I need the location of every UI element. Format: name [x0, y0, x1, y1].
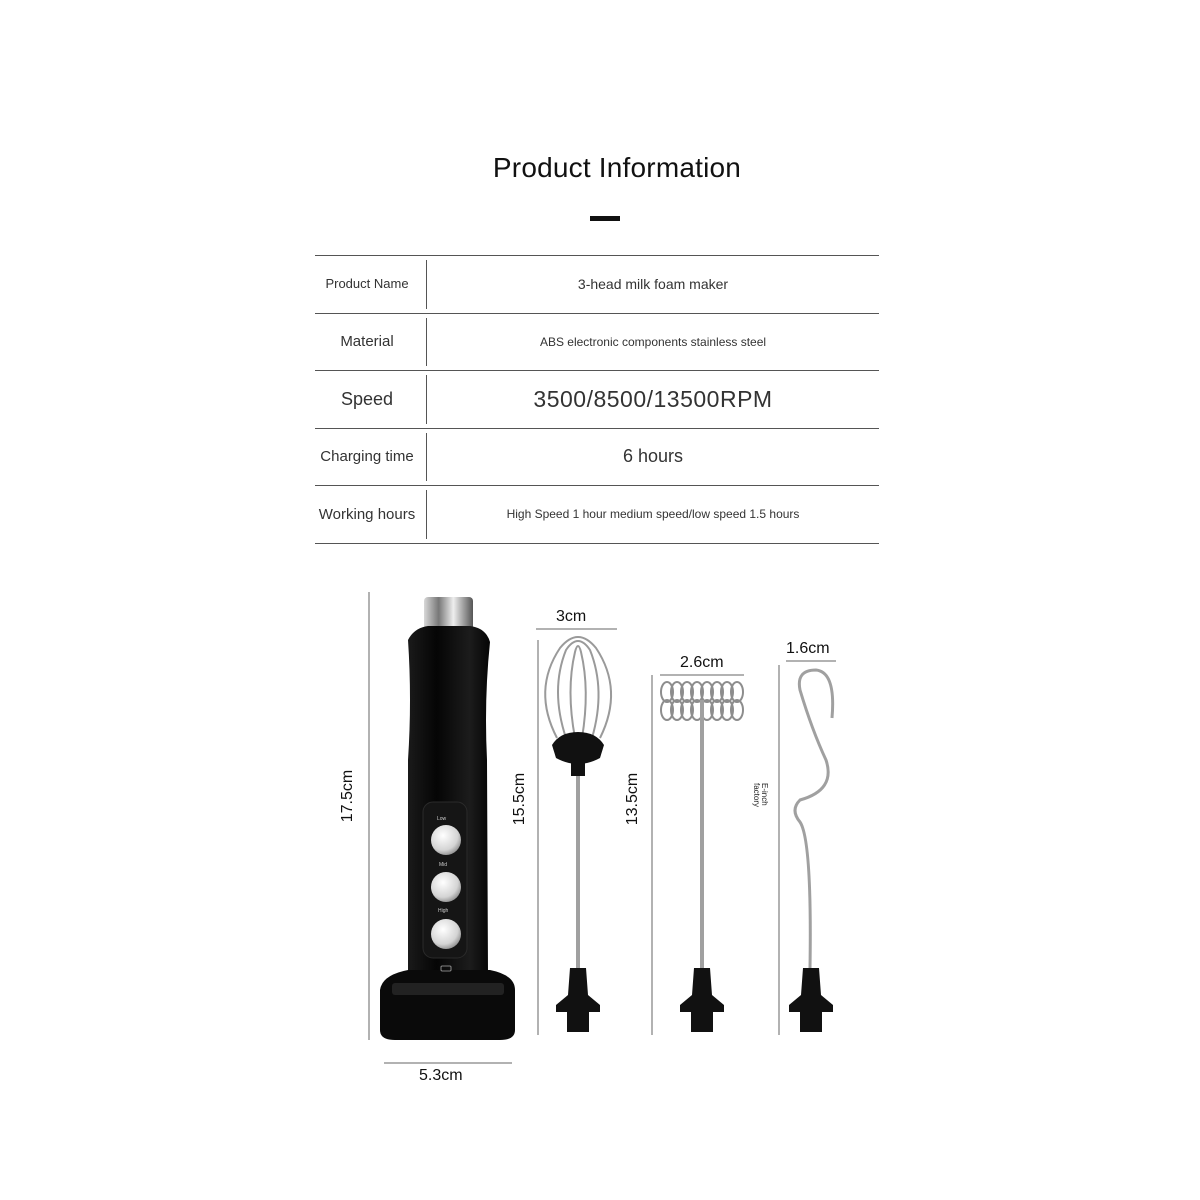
spring-whisk-length-label: 13.5cm: [624, 772, 642, 826]
page-title: Product Information: [492, 152, 742, 183]
spring-whisk-width-label: 2.6cm: [680, 654, 724, 671]
balloon-whisk: [545, 637, 611, 1032]
spec-value: ABS electronic components stainless steel: [539, 334, 767, 349]
high-button-label: High: [438, 908, 449, 914]
mid-button-label: Mid: [439, 862, 448, 868]
spec-label: Material: [340, 333, 394, 351]
spec-value: High Speed 1 hour medium speed/low speed 1.5 hours: [506, 507, 800, 522]
spec-label: Product Name: [325, 276, 409, 292]
spec-value: 3500/8500/13500RPM: [533, 385, 773, 412]
spring-whisk: [661, 682, 743, 1032]
balloon-whisk-length-label: 15.5cm: [511, 772, 529, 826]
spec-label: Speed: [340, 388, 394, 409]
low-button: [431, 825, 461, 855]
hook-whisk-note: E-inch factory: [752, 783, 769, 808]
hook-whisk: [789, 670, 833, 1032]
high-button: [431, 919, 461, 949]
handle-width-label: 5.3cm: [419, 1067, 463, 1084]
chrome-cap: [424, 597, 473, 630]
spec-label: Charging time: [320, 448, 414, 466]
spec-value: 3-head milk foam maker: [577, 276, 729, 293]
hook-whisk-width-label: 1.6cm: [786, 640, 830, 657]
mid-button: [431, 872, 461, 902]
handle-height-label: 17.5cm: [339, 769, 357, 823]
balloon-whisk-width-label: 3cm: [556, 608, 587, 625]
low-button-label: Low: [437, 816, 447, 822]
spec-label: Working hours: [318, 505, 416, 523]
frother-handle: [380, 597, 515, 1040]
spec-value: 6 hours: [622, 446, 684, 467]
